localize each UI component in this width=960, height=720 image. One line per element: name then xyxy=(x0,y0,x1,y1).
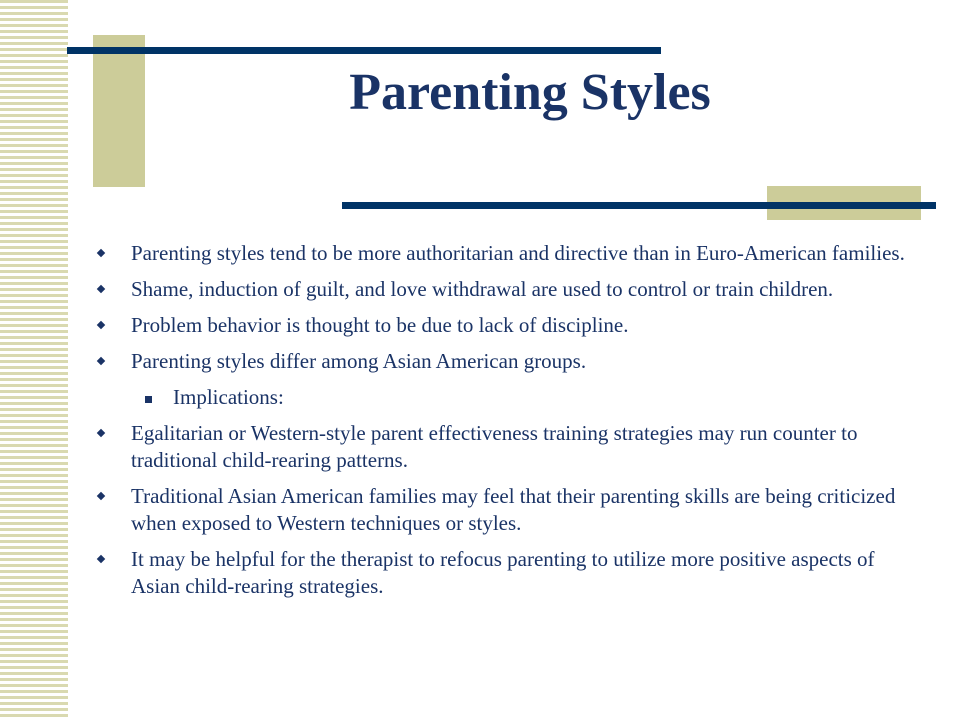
bullet-item xyxy=(95,276,920,303)
bullet-item xyxy=(95,483,920,537)
bullet-text: Implications: xyxy=(173,385,284,409)
bullet-text: Problem behavior is thought to be due to lack of discipline. xyxy=(131,313,629,337)
bullet-item xyxy=(95,420,920,474)
slide-title: Parenting Styles xyxy=(349,64,711,121)
bullet-text: Traditional Asian American families may feel that their parenting skills are being criticized when exposed to Western techniques or styles. xyxy=(131,484,896,535)
decorative-block-left xyxy=(93,35,145,187)
bullet-text: It may be helpful for the therapist to refocus parenting to utilize more positive aspects of Asian child-rearing strategies. xyxy=(131,547,875,598)
decorative-line-middle xyxy=(342,202,936,209)
bullet-text: Parenting styles tend to be more authoritarian and directive than in Euro-American families. xyxy=(131,241,905,265)
left-stripe-decoration xyxy=(0,0,68,720)
bullet-text: Shame, induction of guilt, and love withdrawal are used to control or train children. xyxy=(131,277,834,301)
bullet-item xyxy=(95,240,920,267)
decorative-line-top xyxy=(67,47,661,54)
bullet-item xyxy=(95,312,920,339)
square-bullet-icon xyxy=(145,396,152,403)
bullet-item xyxy=(95,348,920,375)
bullet-item xyxy=(95,546,920,600)
sub-bullet-item xyxy=(95,384,920,411)
bullet-text: Egalitarian or Western-style parent effectiveness training strategies may run counter to traditional child-rearing patterns. xyxy=(131,421,858,472)
bullet-list xyxy=(95,240,920,609)
bullet-text: Parenting styles differ among Asian American groups. xyxy=(131,349,587,373)
